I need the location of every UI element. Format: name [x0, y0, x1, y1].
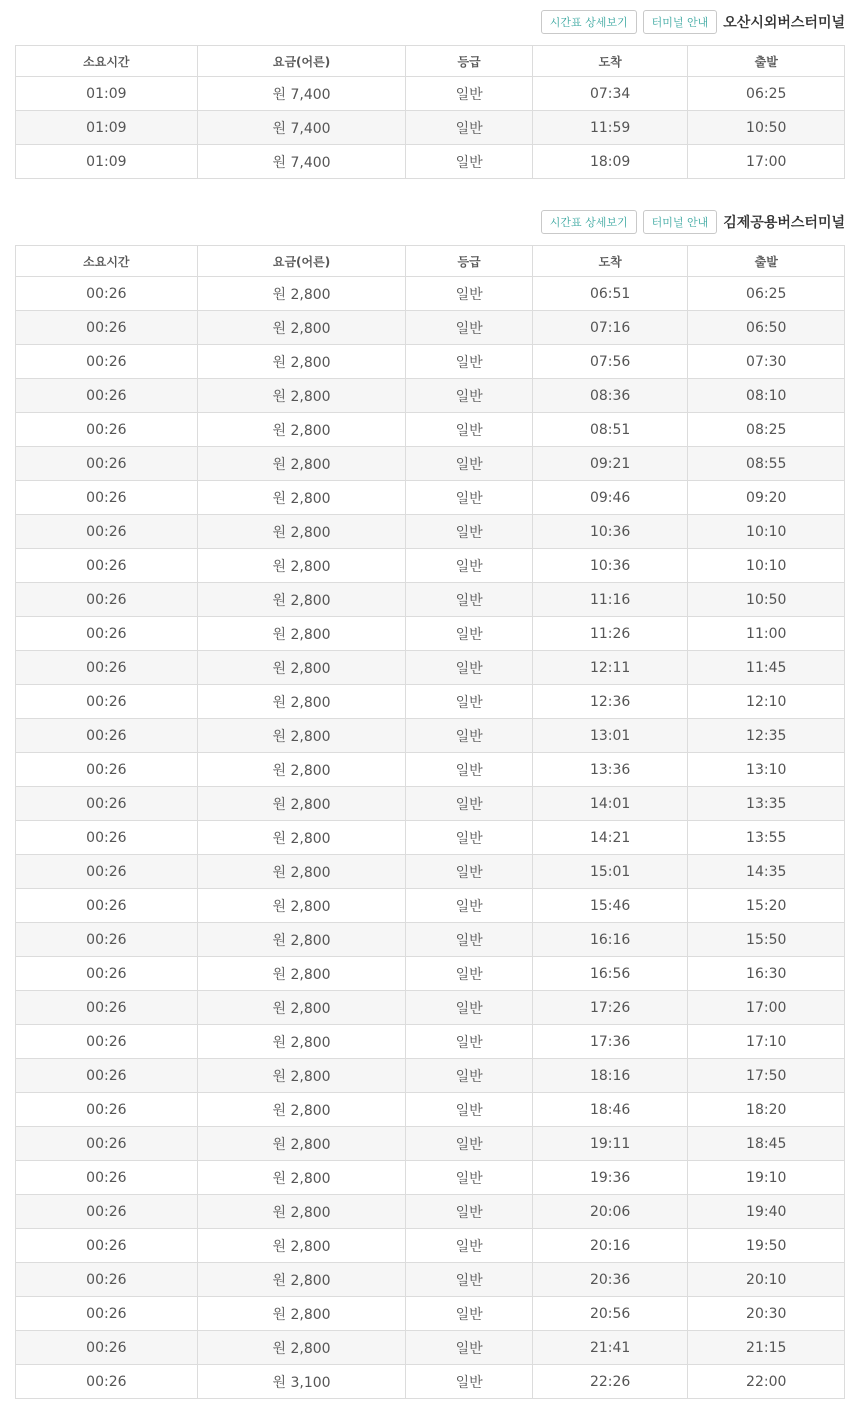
cell-grade: 일반 — [406, 413, 532, 447]
cell-departure: 09:20 — [688, 481, 845, 515]
cell-grade: 일반 — [406, 111, 532, 145]
timetable — [15, 245, 845, 1399]
cell-grade: 일반 — [406, 821, 532, 855]
header-grade: 등급 — [406, 46, 532, 77]
cell-fare: 2,800 원 — [197, 1059, 406, 1093]
cell-departure: 12:10 — [688, 685, 845, 719]
cell-departure: 10:50 — [688, 583, 845, 617]
cell-duration: 00:26 — [16, 1025, 198, 1059]
cell-duration: 00:26 — [16, 651, 198, 685]
cell-fare: 2,800 원 — [197, 1297, 406, 1331]
header-departure: 출발 — [688, 246, 845, 277]
cell-duration: 00:26 — [16, 413, 198, 447]
cell-fare: 2,800 원 — [197, 719, 406, 753]
cell-duration: 00:26 — [16, 1127, 198, 1161]
cell-departure: 14:35 — [688, 855, 845, 889]
cell-grade: 일반 — [406, 77, 532, 111]
cell-grade: 일반 — [406, 855, 532, 889]
cell-grade: 일반 — [406, 957, 532, 991]
cell-fare: 7,400 원 — [197, 111, 406, 145]
cell-arrival: 22:26 — [532, 1365, 688, 1399]
cell-duration: 00:26 — [16, 753, 198, 787]
cell-arrival: 20:36 — [532, 1263, 688, 1297]
cell-arrival: 16:16 — [532, 923, 688, 957]
cell-duration: 00:26 — [16, 719, 198, 753]
table-row — [16, 1127, 845, 1161]
cell-departure: 11:00 — [688, 617, 845, 651]
table-row — [16, 145, 845, 179]
cell-grade: 일반 — [406, 549, 532, 583]
cell-duration: 00:26 — [16, 1229, 198, 1263]
cell-arrival: 07:56 — [532, 345, 688, 379]
cell-grade: 일반 — [406, 1263, 532, 1297]
cell-arrival: 08:51 — [532, 413, 688, 447]
cell-arrival: 09:21 — [532, 447, 688, 481]
cell-fare: 2,800 원 — [197, 1263, 406, 1297]
header-arrival: 도착 — [532, 46, 688, 77]
table-row — [16, 1025, 845, 1059]
cell-departure: 22:00 — [688, 1365, 845, 1399]
cell-departure: 08:55 — [688, 447, 845, 481]
table-row — [16, 889, 845, 923]
cell-grade: 일반 — [406, 651, 532, 685]
cell-fare: 2,800 원 — [197, 311, 406, 345]
table-row — [16, 1059, 845, 1093]
cell-departure: 10:10 — [688, 549, 845, 583]
cell-arrival: 11:16 — [532, 583, 688, 617]
cell-fare: 2,800 원 — [197, 991, 406, 1025]
cell-arrival: 14:21 — [532, 821, 688, 855]
cell-departure: 06:25 — [688, 277, 845, 311]
cell-duration: 00:26 — [16, 855, 198, 889]
cell-arrival: 21:41 — [532, 1331, 688, 1365]
cell-duration: 00:26 — [16, 311, 198, 345]
cell-duration: 01:09 — [16, 145, 198, 179]
cell-duration: 00:26 — [16, 345, 198, 379]
table-row — [16, 1161, 845, 1195]
cell-departure: 20:30 — [688, 1297, 845, 1331]
cell-fare: 2,800 원 — [197, 753, 406, 787]
cell-arrival: 08:36 — [532, 379, 688, 413]
cell-duration: 00:26 — [16, 1331, 198, 1365]
cell-duration: 00:26 — [16, 1365, 198, 1399]
cell-arrival: 20:16 — [532, 1229, 688, 1263]
cell-duration: 00:26 — [16, 447, 198, 481]
cell-departure: 08:25 — [688, 413, 845, 447]
cell-grade: 일반 — [406, 617, 532, 651]
cell-duration: 01:09 — [16, 111, 198, 145]
cell-grade: 일반 — [406, 1297, 532, 1331]
cell-duration: 01:09 — [16, 77, 198, 111]
table-row — [16, 753, 845, 787]
cell-fare: 3,100 원 — [197, 1365, 406, 1399]
cell-fare: 2,800 원 — [197, 889, 406, 923]
cell-arrival: 20:56 — [532, 1297, 688, 1331]
cell-duration: 00:26 — [16, 1263, 198, 1297]
table-row — [16, 111, 845, 145]
table-row — [16, 1263, 845, 1297]
cell-arrival: 15:01 — [532, 855, 688, 889]
cell-duration: 00:26 — [16, 1297, 198, 1331]
cell-duration: 00:26 — [16, 1093, 198, 1127]
header-grade: 등급 — [406, 246, 532, 277]
cell-fare: 2,800 원 — [197, 617, 406, 651]
cell-grade: 일반 — [406, 1059, 532, 1093]
cell-departure: 11:45 — [688, 651, 845, 685]
cell-fare: 2,800 원 — [197, 821, 406, 855]
timetable-detail-button[interactable]: 시간표 상세보기 — [541, 210, 637, 234]
table-row — [16, 1365, 845, 1399]
table-row — [16, 1195, 845, 1229]
cell-grade: 일반 — [406, 719, 532, 753]
cell-fare: 2,800 원 — [197, 379, 406, 413]
cell-grade: 일반 — [406, 145, 532, 179]
cell-fare: 2,800 원 — [197, 481, 406, 515]
table-header-row — [16, 46, 845, 77]
cell-departure: 18:45 — [688, 1127, 845, 1161]
cell-departure: 16:30 — [688, 957, 845, 991]
cell-fare: 2,800 원 — [197, 923, 406, 957]
header-departure: 출발 — [688, 46, 845, 77]
cell-grade: 일반 — [406, 481, 532, 515]
cell-duration: 00:26 — [16, 379, 198, 413]
table-header-row — [16, 246, 845, 277]
cell-departure: 19:40 — [688, 1195, 845, 1229]
table-row — [16, 651, 845, 685]
cell-departure: 10:50 — [688, 111, 845, 145]
cell-fare: 7,400 원 — [197, 77, 406, 111]
cell-fare: 7,400 원 — [197, 145, 406, 179]
route-header — [15, 209, 845, 235]
cell-fare: 2,800 원 — [197, 1025, 406, 1059]
cell-departure: 10:10 — [688, 515, 845, 549]
cell-grade: 일반 — [406, 991, 532, 1025]
cell-grade: 일반 — [406, 345, 532, 379]
table-row — [16, 583, 845, 617]
cell-arrival: 19:11 — [532, 1127, 688, 1161]
cell-grade: 일반 — [406, 379, 532, 413]
cell-fare: 2,800 원 — [197, 855, 406, 889]
table-row — [16, 923, 845, 957]
cell-fare: 2,800 원 — [197, 1127, 406, 1161]
cell-duration: 00:26 — [16, 1059, 198, 1093]
cell-departure: 17:00 — [688, 991, 845, 1025]
timetable-detail-button[interactable]: 시간표 상세보기 — [541, 10, 637, 34]
cell-fare: 2,800 원 — [197, 1195, 406, 1229]
cell-grade: 일반 — [406, 923, 532, 957]
cell-fare: 2,800 원 — [197, 1229, 406, 1263]
cell-departure: 13:55 — [688, 821, 845, 855]
cell-duration: 00:26 — [16, 583, 198, 617]
cell-departure: 13:35 — [688, 787, 845, 821]
timetable — [15, 45, 845, 179]
table-row — [16, 685, 845, 719]
route-section-1 — [15, 9, 845, 179]
cell-duration: 00:26 — [16, 685, 198, 719]
cell-grade: 일반 — [406, 1161, 532, 1195]
table-row — [16, 311, 845, 345]
cell-grade: 일반 — [406, 311, 532, 345]
cell-grade: 일반 — [406, 1331, 532, 1365]
cell-fare: 2,800 원 — [197, 277, 406, 311]
cell-departure: 18:20 — [688, 1093, 845, 1127]
cell-departure: 19:10 — [688, 1161, 845, 1195]
header-fare: 요금(어른) — [197, 46, 406, 77]
table-row — [16, 787, 845, 821]
cell-fare: 2,800 원 — [197, 1093, 406, 1127]
table-row — [16, 447, 845, 481]
table-row — [16, 1093, 845, 1127]
cell-duration: 00:26 — [16, 515, 198, 549]
header-fare: 요금(어른) — [197, 246, 406, 277]
cell-departure: 17:50 — [688, 1059, 845, 1093]
cell-arrival: 07:34 — [532, 77, 688, 111]
terminal-info-button[interactable]: 터미널 안내 — [643, 10, 718, 34]
cell-arrival: 13:01 — [532, 719, 688, 753]
cell-departure: 08:10 — [688, 379, 845, 413]
cell-arrival: 15:46 — [532, 889, 688, 923]
table-row — [16, 549, 845, 583]
cell-departure: 19:50 — [688, 1229, 845, 1263]
cell-arrival: 12:36 — [532, 685, 688, 719]
cell-duration: 00:26 — [16, 821, 198, 855]
cell-duration: 00:26 — [16, 1161, 198, 1195]
cell-grade: 일반 — [406, 787, 532, 821]
terminal-info-button[interactable]: 터미널 안내 — [643, 210, 718, 234]
cell-grade: 일반 — [406, 753, 532, 787]
cell-departure: 06:50 — [688, 311, 845, 345]
cell-arrival: 20:06 — [532, 1195, 688, 1229]
cell-grade: 일반 — [406, 889, 532, 923]
cell-departure: 15:50 — [688, 923, 845, 957]
table-row — [16, 991, 845, 1025]
cell-arrival: 18:46 — [532, 1093, 688, 1127]
cell-fare: 2,800 원 — [197, 583, 406, 617]
route-header — [15, 9, 845, 35]
table-row — [16, 617, 845, 651]
cell-arrival: 17:26 — [532, 991, 688, 1025]
table-row — [16, 345, 845, 379]
cell-departure: 21:15 — [688, 1331, 845, 1365]
cell-fare: 2,800 원 — [197, 957, 406, 991]
header-duration: 소요시간 — [16, 46, 198, 77]
cell-departure: 20:10 — [688, 1263, 845, 1297]
cell-arrival: 06:51 — [532, 277, 688, 311]
cell-arrival: 18:09 — [532, 145, 688, 179]
cell-departure: 07:30 — [688, 345, 845, 379]
cell-departure: 17:00 — [688, 145, 845, 179]
cell-grade: 일반 — [406, 1365, 532, 1399]
cell-fare: 2,800 원 — [197, 1331, 406, 1365]
cell-arrival: 13:36 — [532, 753, 688, 787]
table-row — [16, 1331, 845, 1365]
terminal-title: 김제공용버스터미널 — [723, 215, 845, 231]
cell-duration: 00:26 — [16, 617, 198, 651]
table-row — [16, 957, 845, 991]
cell-fare: 2,800 원 — [197, 787, 406, 821]
cell-departure: 15:20 — [688, 889, 845, 923]
cell-fare: 2,800 원 — [197, 413, 406, 447]
cell-grade: 일반 — [406, 1093, 532, 1127]
cell-grade: 일반 — [406, 277, 532, 311]
cell-fare: 2,800 원 — [197, 345, 406, 379]
cell-fare: 2,800 원 — [197, 515, 406, 549]
cell-arrival: 11:59 — [532, 111, 688, 145]
table-row — [16, 481, 845, 515]
table-row — [16, 855, 845, 889]
table-row — [16, 277, 845, 311]
cell-duration: 00:26 — [16, 481, 198, 515]
cell-departure: 12:35 — [688, 719, 845, 753]
cell-arrival: 12:11 — [532, 651, 688, 685]
cell-grade: 일반 — [406, 515, 532, 549]
table-row — [16, 379, 845, 413]
cell-departure: 13:10 — [688, 753, 845, 787]
route-section-2 — [15, 209, 845, 1399]
cell-duration: 00:26 — [16, 787, 198, 821]
cell-fare: 2,800 원 — [197, 549, 406, 583]
cell-departure: 17:10 — [688, 1025, 845, 1059]
cell-arrival: 16:56 — [532, 957, 688, 991]
cell-grade: 일반 — [406, 583, 532, 617]
cell-grade: 일반 — [406, 1195, 532, 1229]
cell-grade: 일반 — [406, 1229, 532, 1263]
cell-fare: 2,800 원 — [197, 651, 406, 685]
cell-arrival: 10:36 — [532, 549, 688, 583]
header-arrival: 도착 — [532, 246, 688, 277]
table-row — [16, 719, 845, 753]
cell-grade: 일반 — [406, 685, 532, 719]
cell-arrival: 11:26 — [532, 617, 688, 651]
table-row — [16, 821, 845, 855]
header-duration: 소요시간 — [16, 246, 198, 277]
cell-fare: 2,800 원 — [197, 1161, 406, 1195]
cell-duration: 00:26 — [16, 889, 198, 923]
cell-fare: 2,800 원 — [197, 447, 406, 481]
cell-duration: 00:26 — [16, 991, 198, 1025]
cell-arrival: 19:36 — [532, 1161, 688, 1195]
cell-departure: 06:25 — [688, 77, 845, 111]
cell-arrival: 14:01 — [532, 787, 688, 821]
cell-duration: 00:26 — [16, 277, 198, 311]
table-row — [16, 413, 845, 447]
cell-duration: 00:26 — [16, 923, 198, 957]
cell-arrival: 09:46 — [532, 481, 688, 515]
cell-fare: 2,800 원 — [197, 685, 406, 719]
cell-duration: 00:26 — [16, 1195, 198, 1229]
table-row — [16, 1229, 845, 1263]
table-row — [16, 515, 845, 549]
terminal-title: 오산시외버스터미널 — [723, 15, 845, 31]
cell-arrival: 10:36 — [532, 515, 688, 549]
cell-grade: 일반 — [406, 1025, 532, 1059]
cell-arrival: 07:16 — [532, 311, 688, 345]
cell-arrival: 18:16 — [532, 1059, 688, 1093]
table-row — [16, 1297, 845, 1331]
table-row — [16, 77, 845, 111]
cell-arrival: 17:36 — [532, 1025, 688, 1059]
cell-duration: 00:26 — [16, 549, 198, 583]
cell-duration: 00:26 — [16, 957, 198, 991]
cell-grade: 일반 — [406, 447, 532, 481]
cell-grade: 일반 — [406, 1127, 532, 1161]
